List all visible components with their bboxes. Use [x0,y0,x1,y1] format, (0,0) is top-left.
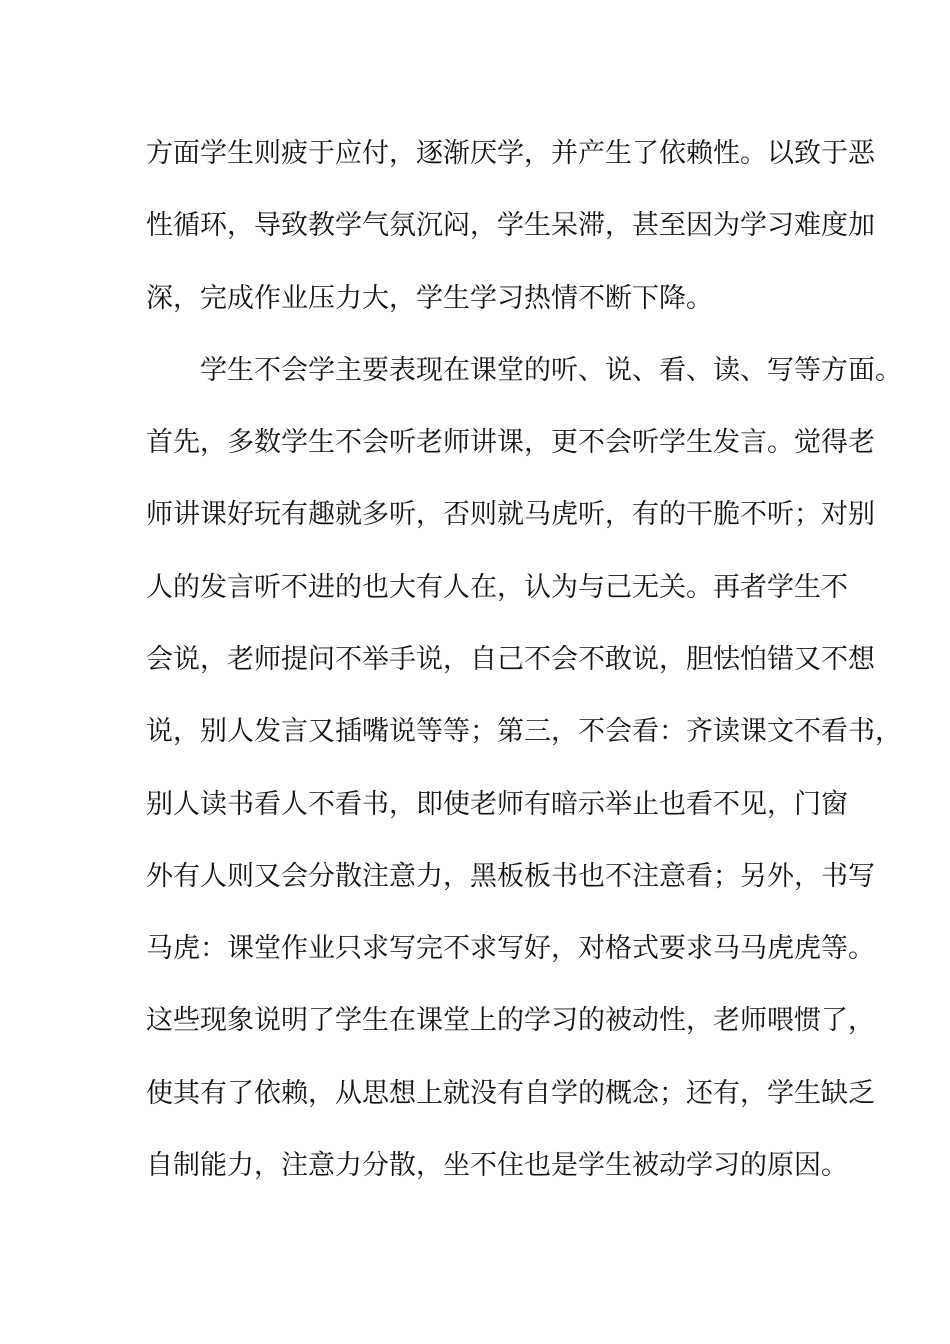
text-line-1: 方面学生则疲于应付，逐渐厌学，并产生了依赖性。以致于恶 [146,138,875,169]
text-line-11: 外有人则又会分散注意力，黑板板书也不注意看；另外，书写 [146,861,875,892]
text-line-9: 说，别人发言又插嘴说等等；第三，不会看：齐读课文不看书， [146,716,902,747]
text-line-5: 首先，多数学生不会听老师讲课，更不会听学生发言。觉得老 [146,427,875,458]
text-line-2: 性循环，导致教学气氛沉闷，学生呆滞，甚至因为学习难度加 [146,210,875,241]
text-line-3: 深，完成作业压力大，学生学习热情不断下降。 [146,283,713,314]
text-line-14: 使其有了依赖，从思想上就没有自学的概念；还有，学生缺乏 [146,1078,875,1109]
paragraph-2-first-line: 学生不会学主要表现在课堂的听、说、看、读、写等方面。 [200,355,902,386]
text-line-8: 会说，老师提问不举手说，自己不会不敢说，胆怯怕错又不想 [146,644,875,675]
text-line-7: 人的发言听不进的也大有人在，认为与己无关。再者学生不 [146,572,848,603]
text-line-13: 这些现象说明了学生在课堂上的学习的被动性，老师喂惯了， [146,1005,875,1036]
text-line-12: 马虎：课堂作业只求写完不求写好，对格式要求马马虎虎等。 [146,933,875,964]
text-line-10: 别人读书看人不看书，即使老师有暗示举止也看不见，门窗 [146,789,848,820]
text-line-15: 自制能力，注意力分散，坐不住也是学生被动学习的原因。 [146,1150,848,1181]
text-line-6: 师讲课好玩有趣就多听，否则就马虎听，有的干脆不听；对别 [146,499,875,530]
